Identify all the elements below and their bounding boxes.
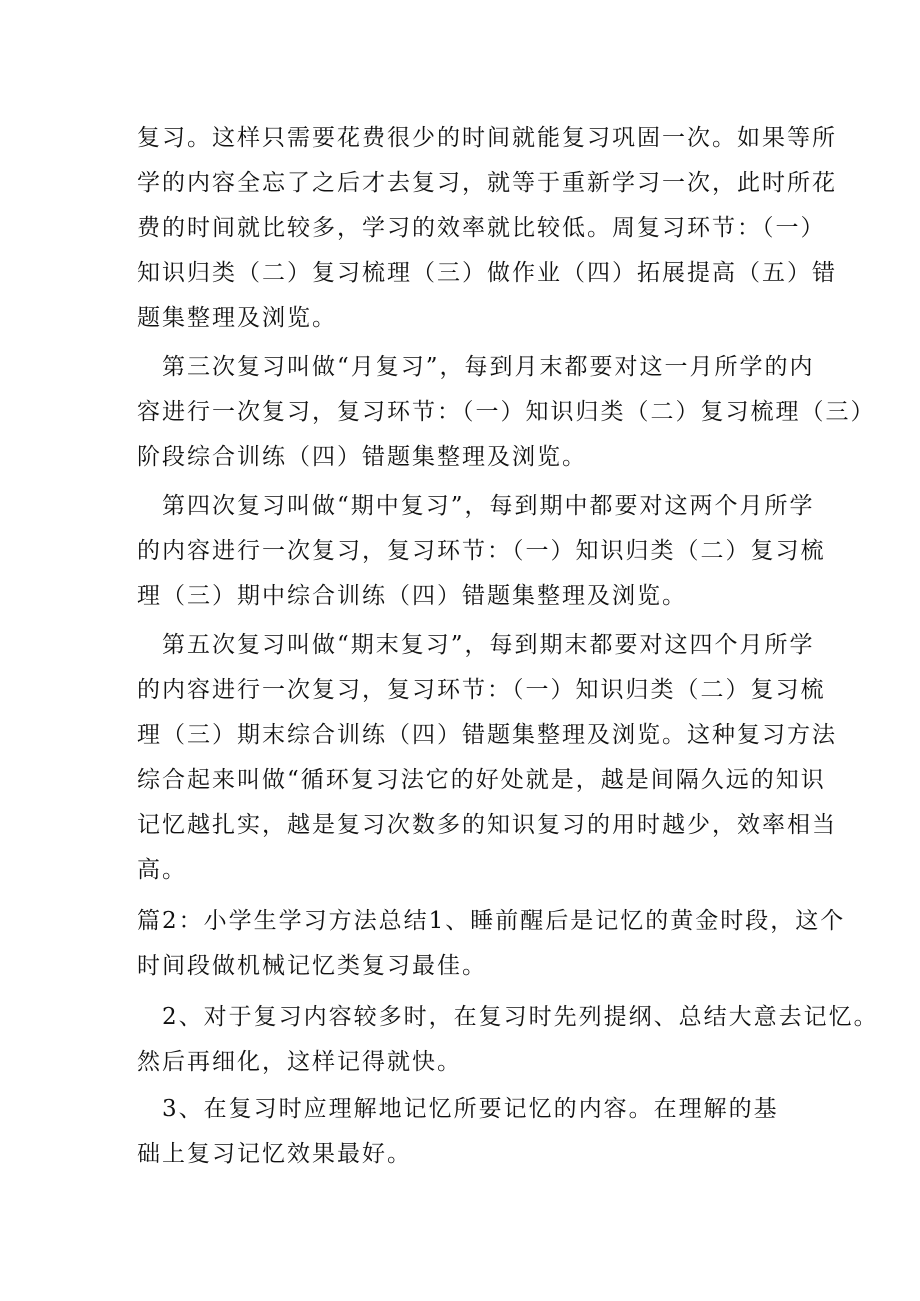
text-line: 第四次复习叫做“期中复习”，每到期中都要对这两个月所学 <box>162 493 815 519</box>
text-line: 第三次复习叫做“月复习”，每到月末都要对这一月所学的内 <box>162 354 815 380</box>
text-line: 题集整理及浏览。 <box>137 305 337 331</box>
text-line: 高。 <box>137 857 187 883</box>
text-line: 时间段做机械记忆类复习最佳。 <box>137 953 487 979</box>
text-line: 篇2：小学生学习方法总结1、睡前醒后是记忆的黄金时段，这个 <box>137 908 846 934</box>
text-line: 3、在复习时应理解地记忆所要记忆的内容。在理解的基 <box>162 1096 779 1122</box>
text-line: 理（三）期中综合训练（四）错题集整理及浏览。 <box>137 583 687 609</box>
text-line: 记忆越扎实，越是复习次数多的知识复习的用时越少，效率相当 <box>137 812 837 838</box>
text-line: 复习。这样只需要花费很少的时间就能复习巩固一次。如果等所 <box>137 125 837 151</box>
text-line: 费的时间就比较多，学习的效率就比较低。周复习环节：（一） <box>137 215 826 241</box>
text-line: 然后再细化，这样记得就快。 <box>137 1049 462 1075</box>
text-line: 础上复习记忆效果最好。 <box>137 1141 412 1167</box>
text-line: 学的内容全忘了之后才去复习，就等于重新学习一次，此时所花 <box>137 170 837 196</box>
text-line: 2、对于复习内容较多时，在复习时先列提纲、总结大意去记忆。 <box>162 1004 879 1030</box>
text-line: 知识归类（二）复习梳理（三）做作业（四）拓展提高（五）错 <box>137 260 837 286</box>
text-line: 容进行一次复习，复习环节：（一）知识归类（二）复习梳理（三） <box>137 399 876 425</box>
text-line: 理（三）期末综合训练（四）错题集整理及浏览。这种复习方法 <box>137 722 837 748</box>
text-line: 的内容进行一次复习，复习环节：（一）知识归类（二）复习梳 <box>137 677 826 703</box>
text-line: 第五次复习叫做“期末复习”，每到期末都要对这四个月所学 <box>162 632 815 658</box>
text-line: 的内容进行一次复习，复习环节：（一）知识归类（二）复习梳 <box>137 538 826 564</box>
text-line: 综合起来叫做“循环复习法它的好处就是，越是间隔久远的知识 <box>137 767 826 793</box>
text-line: 阶段综合训练（四）错题集整理及浏览。 <box>137 444 587 470</box>
